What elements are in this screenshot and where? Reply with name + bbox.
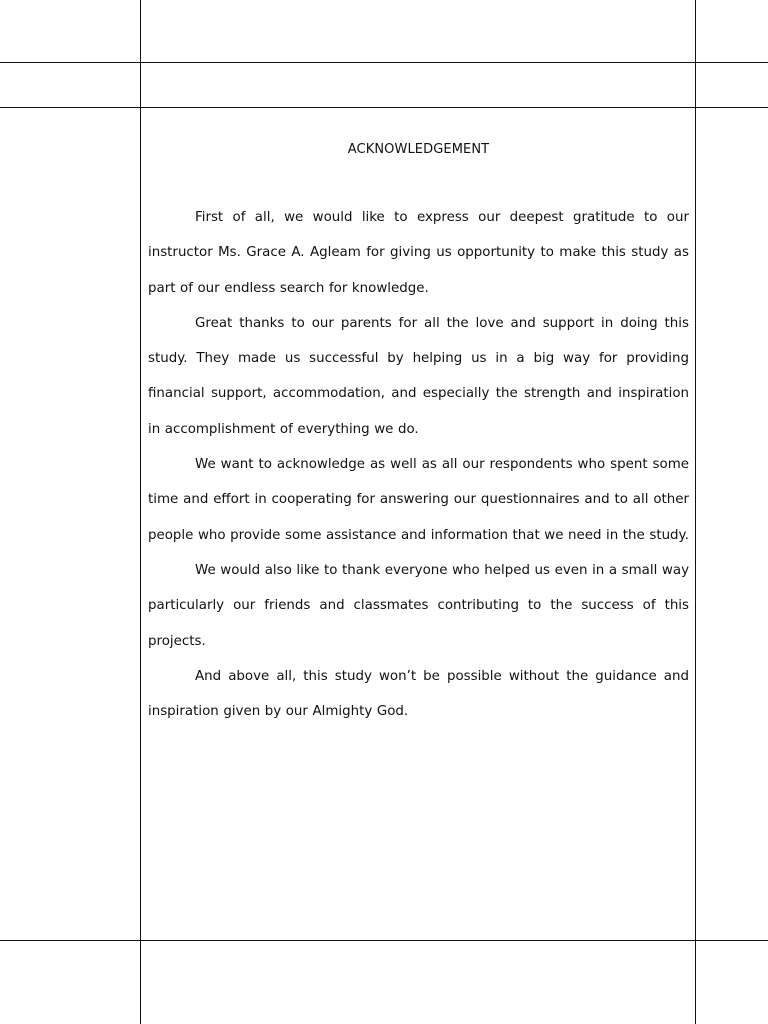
paragraph: We would also like to thank everyone who helped us even in a small way particularly our friends and classmates contributing to the success of this projects. — [148, 562, 689, 649]
left-margin-line — [140, 0, 141, 1024]
right-margin-line — [695, 0, 696, 1024]
paragraph: And above all, this study won’t be possible without the guidance and inspiration given by our Almighty God. — [148, 668, 689, 720]
paragraph: We want to acknowledge as well as all our respondents who spent some time and effort in cooperating for answering our questionnaires and to all other people who provide some assistance and information that we need in the study. — [148, 457, 689, 543]
paragraph: Great thanks to our parents for all the love and support in doing this study. They made us successful by helping us in a big way for providing financial support, accommodation, and especially the strength and inspiration in accomplishment of everything we do. — [148, 315, 689, 437]
header-top-line — [0, 62, 768, 63]
header-bottom-line — [0, 107, 768, 108]
page-title: ACKNOWLEDGEMENT — [347, 142, 490, 157]
footer-line — [0, 940, 768, 941]
document-body — [148, 130, 689, 729]
paragraph: First of all, we would like to express our deepest gratitude to our instructor Ms. Grace A. Agleam for giving us opportunity to make this study as part of our endless search for knowledge. — [148, 210, 689, 296]
